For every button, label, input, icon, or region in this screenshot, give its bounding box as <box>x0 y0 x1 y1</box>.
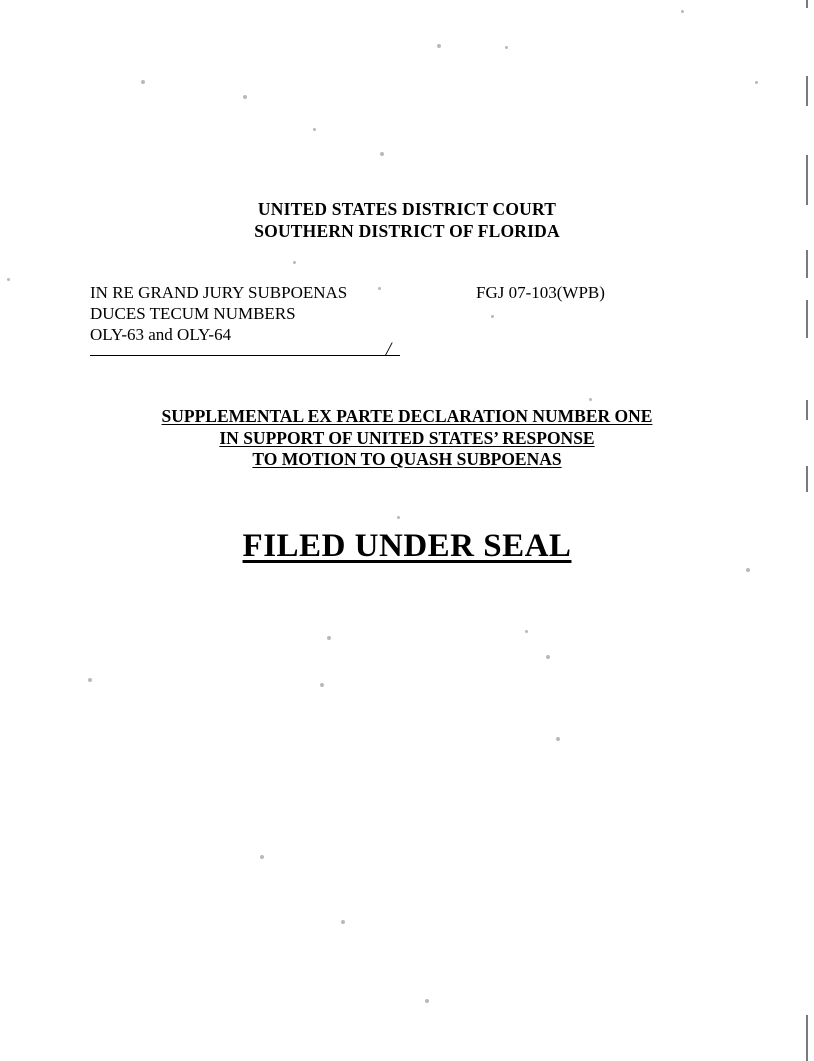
title-line-3 <box>0 449 814 471</box>
case-number: FGJ 07-103(WPB) <box>476 283 605 302</box>
scan-speck <box>380 152 384 156</box>
scan-speck <box>260 855 264 859</box>
title-line-2 <box>0 428 814 450</box>
title-line-1 <box>0 406 814 428</box>
scan-speck <box>293 261 296 264</box>
scan-speck <box>425 999 429 1003</box>
scan-edge-artifact <box>806 250 808 278</box>
scan-speck <box>243 95 247 99</box>
scan-speck <box>437 44 441 48</box>
caption-divider-rule <box>90 355 400 356</box>
scan-edge-artifact <box>806 76 808 106</box>
scan-speck <box>525 630 528 633</box>
scan-speck <box>589 398 592 401</box>
caption-row <box>90 303 730 324</box>
caption-party-line-2: DUCES TECUM NUMBERS <box>90 304 296 323</box>
document-title <box>0 406 814 471</box>
scan-speck <box>7 278 10 281</box>
scan-edge-artifact <box>806 300 808 338</box>
scan-speck <box>546 655 550 659</box>
court-heading <box>0 198 814 242</box>
filed-under-seal-text: FILED UNDER SEAL <box>242 528 572 564</box>
scan-speck <box>88 678 92 682</box>
scan-speck <box>327 636 331 640</box>
caption-party-line-1: IN RE GRAND JURY SUBPOENAS <box>90 283 348 302</box>
scan-speck <box>505 46 508 49</box>
scan-speck <box>320 683 324 687</box>
scan-edge-artifact <box>806 1015 808 1061</box>
caption-row <box>90 282 730 303</box>
scan-speck <box>755 81 758 84</box>
title-line-1-text: SUPPLEMENTAL EX PARTE DECLARATION NUMBER ONE <box>161 406 653 426</box>
scan-speck <box>681 10 684 13</box>
court-district-line: SOUTHERN DISTRICT OF FLORIDA <box>254 221 560 241</box>
title-line-2-text: IN SUPPORT OF UNITED STATES’ RESPONSE <box>219 427 595 448</box>
scan-speck <box>397 516 400 519</box>
scan-speck <box>556 737 560 741</box>
scan-speck <box>313 128 316 131</box>
filed-under-seal-notice <box>0 528 814 565</box>
court-name-line: UNITED STATES DISTRICT COURT <box>257 199 557 219</box>
case-caption <box>90 282 730 345</box>
scan-speck <box>746 568 750 572</box>
caption-party-line-3: OLY-63 and OLY-64 <box>90 325 232 344</box>
title-line-3-text: TO MOTION TO QUASH SUBPOENAS <box>252 449 562 469</box>
caption-row <box>90 324 730 345</box>
scan-speck <box>341 920 345 924</box>
scan-edge-artifact <box>806 0 808 8</box>
caption-closing-slash: / <box>386 339 392 360</box>
scan-speck <box>141 80 145 84</box>
